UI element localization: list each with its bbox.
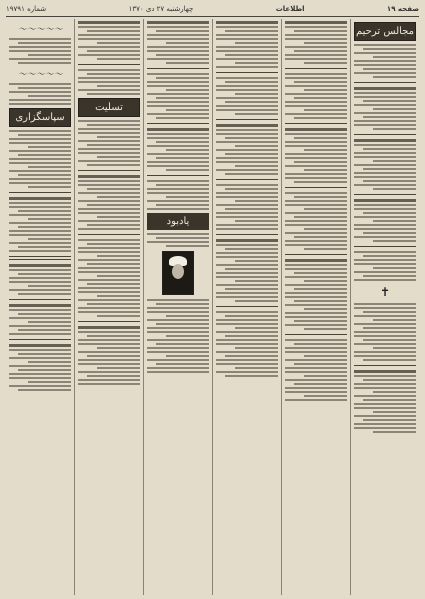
notice-block: [285, 21, 347, 64]
section-title-majales: مجالس ترحیم: [354, 22, 416, 41]
notice-block: [216, 311, 278, 377]
notice-block: [147, 233, 209, 247]
notice-block: [9, 130, 71, 188]
column-1: [350, 19, 419, 595]
notice-block: [9, 344, 71, 391]
notice-block: [147, 73, 209, 119]
notice-block: [78, 175, 140, 230]
columns: [6, 19, 419, 595]
notice-block: [354, 44, 416, 78]
notice-block: [9, 264, 71, 295]
section-title-taslit: تسلیت: [78, 98, 140, 117]
notice-block: [285, 73, 347, 119]
notice-block: [9, 304, 71, 335]
paper-name: اطلاعات: [275, 5, 305, 13]
notice-block: [285, 192, 347, 250]
page-header: [6, 2, 419, 16]
column-5: [74, 19, 143, 595]
column-2: [281, 19, 350, 595]
header-rule: [6, 16, 419, 17]
notice-block: [78, 326, 140, 385]
notice-block: [216, 77, 278, 115]
calligraphy-heading: 〜〜〜〜〜: [17, 25, 63, 35]
section-title-sepas: سپاسگزاری: [9, 108, 71, 127]
notice-block: [216, 21, 278, 68]
notice-block: [285, 339, 347, 401]
notice-block: [147, 128, 209, 171]
notice-block: [216, 184, 278, 230]
notice-block: [216, 239, 278, 302]
column-6: [6, 19, 74, 595]
notice-block: [216, 124, 278, 175]
notice-block: [354, 87, 416, 130]
notice-block: [147, 180, 209, 210]
page-number: صفحه ۱۹: [386, 5, 419, 13]
portrait-photo: [162, 251, 194, 295]
notice-block: [354, 139, 416, 190]
notice-block: [354, 370, 416, 433]
section-title-yadbood: یادبود: [147, 213, 209, 230]
notice-block: [9, 83, 71, 105]
notice-block: [78, 21, 140, 60]
notice-block: [285, 259, 347, 330]
notice-block: [147, 299, 209, 373]
column-4: [143, 19, 212, 595]
notice-block: [78, 120, 140, 166]
cross-icon: ✝: [379, 285, 391, 299]
notice-block: [354, 251, 416, 281]
notice-block: [147, 21, 209, 64]
notice-block: [78, 69, 140, 95]
notice-block: [78, 239, 140, 317]
notice-block: [354, 303, 416, 361]
notice-block: [285, 128, 347, 183]
issue-number: شماره ۱۹۷۹۱: [6, 5, 47, 13]
column-3: [212, 19, 281, 595]
notice-block: [9, 197, 71, 252]
issue-date: چهارشنبه ۲۷ دی ۱۳۷۰: [128, 5, 194, 13]
calligraphy-heading: 〜〜〜〜〜: [17, 70, 63, 80]
notice-block: [354, 199, 416, 242]
notice-block: [9, 38, 71, 64]
